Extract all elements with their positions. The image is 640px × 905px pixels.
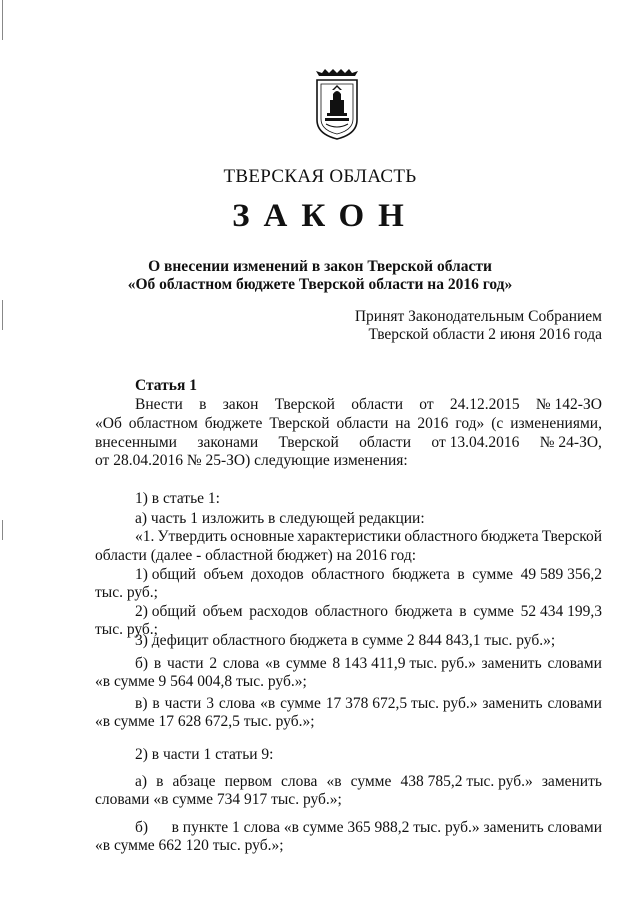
word: законами xyxy=(197,434,259,451)
point-1-heading: 1) в статье 1: xyxy=(135,490,220,507)
word: заменить xyxy=(541,773,602,790)
word: слова xyxy=(218,695,256,712)
quoted-text-last-line: области (далее - областной бюджет) на 2016 год: xyxy=(95,547,417,564)
word: сумме xyxy=(473,603,514,620)
word: в xyxy=(457,566,465,583)
subpoint-2b xyxy=(135,819,602,837)
law-title-line-1: О внесении изменений в закон Тверской области xyxy=(148,258,492,275)
word: 2) общий xyxy=(135,603,196,620)
word: части xyxy=(166,655,204,672)
subpoint-2a xyxy=(135,773,602,791)
budget-item-2-last: тыс. руб.; xyxy=(95,621,158,638)
word: изменениями, xyxy=(510,415,602,432)
adoption-note-line-1: Принят Законодательным Собранием xyxy=(354,308,602,325)
law-title-line-2: «Об областном бюджете Тверской области на 2016 год» xyxy=(127,276,513,293)
word: на xyxy=(395,415,411,432)
word: б) xyxy=(135,819,149,836)
word: от 13.04.2016 xyxy=(431,434,520,451)
word: год» xyxy=(455,415,485,432)
word: «1. xyxy=(135,528,155,545)
word: в xyxy=(156,773,164,790)
word: Тверской xyxy=(541,528,602,545)
document-type-heading: ЗАКОН xyxy=(232,198,418,234)
budget-item-1 xyxy=(135,566,602,584)
word: в xyxy=(459,603,467,620)
word: области xyxy=(351,396,404,413)
word: слова xyxy=(281,773,318,790)
word: внесенными xyxy=(95,434,177,451)
word: № 24-ЗО, xyxy=(539,434,602,451)
word: сумме xyxy=(472,566,514,583)
word: бюджета xyxy=(394,603,453,620)
word: бюджета xyxy=(392,566,450,583)
word: а) xyxy=(135,773,148,790)
article-intro-line xyxy=(135,396,602,414)
subpoint-1c-last: «в сумме 17 628 672,5 тыс. руб.»; xyxy=(95,713,315,730)
word: 438 785,2 тыс. руб.» xyxy=(400,773,533,790)
article-intro-line xyxy=(95,434,602,452)
word: области xyxy=(359,434,411,451)
budget-item-2 xyxy=(135,603,602,621)
subpoint-2b-last: «в сумме 662 120 тыс. руб.»; xyxy=(95,837,284,854)
word: доходов xyxy=(251,566,304,583)
word: в xyxy=(199,396,207,413)
word: слова xyxy=(222,655,260,672)
word: расходов xyxy=(249,603,309,620)
word: словами xyxy=(547,695,602,712)
article-intro-line xyxy=(95,415,602,433)
word: в пункте 1 слова «в сумме 365 988,2 тыс. руб.» заменить словами xyxy=(171,819,602,836)
word: «в xyxy=(326,773,342,790)
word: Утвердить xyxy=(157,528,227,545)
word: № 142-ЗО xyxy=(535,396,602,413)
word: в) xyxy=(135,695,148,712)
scan-edge-mark xyxy=(2,520,3,540)
word: 8 143 411,9 тыс. руб.» xyxy=(332,655,476,672)
quoted-text-line xyxy=(135,528,602,546)
region-name: ТВЕРСКАЯ ОБЛАСТЬ xyxy=(223,166,417,187)
subpoint-1a: а) часть 1 изложить в следующей редакции: xyxy=(135,510,425,527)
scan-edge-mark xyxy=(2,300,3,330)
word: Тверской xyxy=(278,434,339,451)
word: 2016 xyxy=(417,415,449,432)
word: сумме xyxy=(285,655,327,672)
word: 1) общий xyxy=(135,566,196,583)
word: в xyxy=(153,655,162,672)
word: заменить xyxy=(482,695,543,712)
word: объем xyxy=(202,603,243,620)
word: Тверской xyxy=(269,415,330,432)
word: абзаце xyxy=(172,773,216,790)
word: 17 378 672,5 тыс. руб.» xyxy=(325,695,478,712)
word: 52 434 199,3 xyxy=(520,603,602,620)
article-heading: Статья 1 xyxy=(135,377,197,394)
adoption-note-line-2: Тверской области 2 июня 2016 года xyxy=(368,326,602,343)
word: областного xyxy=(404,528,478,545)
subpoint-1b xyxy=(135,655,602,673)
word: области xyxy=(336,415,389,432)
word: словами xyxy=(547,655,602,672)
word: 24.12.2015 xyxy=(449,396,520,413)
word: областного xyxy=(314,603,389,620)
subpoint-2a-last: словами «в сумме 734 917 тыс. руб.»; xyxy=(95,791,342,808)
word: «в xyxy=(265,655,281,672)
word: б) xyxy=(135,655,149,672)
word: областного xyxy=(311,566,385,583)
subpoint-1c xyxy=(135,695,602,713)
word: Внести xyxy=(135,396,183,413)
word: объем xyxy=(203,566,244,583)
word: от xyxy=(419,396,434,413)
word: в xyxy=(152,695,160,712)
word: первом xyxy=(224,773,272,790)
word: сумме xyxy=(350,773,392,790)
word: 2 xyxy=(209,655,218,672)
word: бюджете xyxy=(204,415,263,432)
scan-edge-mark xyxy=(2,0,3,40)
word: 49 589 356,2 xyxy=(520,566,602,583)
word: закон xyxy=(222,396,259,413)
word: характеристики xyxy=(297,528,402,545)
word: 3 xyxy=(206,695,214,712)
word: части xyxy=(164,695,202,712)
point-2-heading: 2) в части 1 статьи 9: xyxy=(135,746,274,763)
word: (с xyxy=(491,415,504,432)
coat-of-arms-emblem xyxy=(314,68,360,140)
article-intro-last-line: от 28.04.2016 № 25-ЗО) следующие изменения: xyxy=(95,452,408,469)
word: сумме xyxy=(280,695,321,712)
word: «в xyxy=(260,695,276,712)
word: Тверской xyxy=(274,396,335,413)
word: бюджета xyxy=(480,528,539,545)
word: областном xyxy=(128,415,198,432)
budget-item-1-last: тыс. руб.; xyxy=(95,584,158,601)
budget-item-3: 3) дефицит областного бюджета в сумме 2 844 843,1 тыс. руб.»; xyxy=(135,632,556,649)
word: заменить xyxy=(481,655,542,672)
word: «Об xyxy=(95,415,122,432)
word: основные xyxy=(230,528,295,545)
subpoint-1b-last: «в сумме 9 564 004,8 тыс. руб.»; xyxy=(95,673,307,690)
